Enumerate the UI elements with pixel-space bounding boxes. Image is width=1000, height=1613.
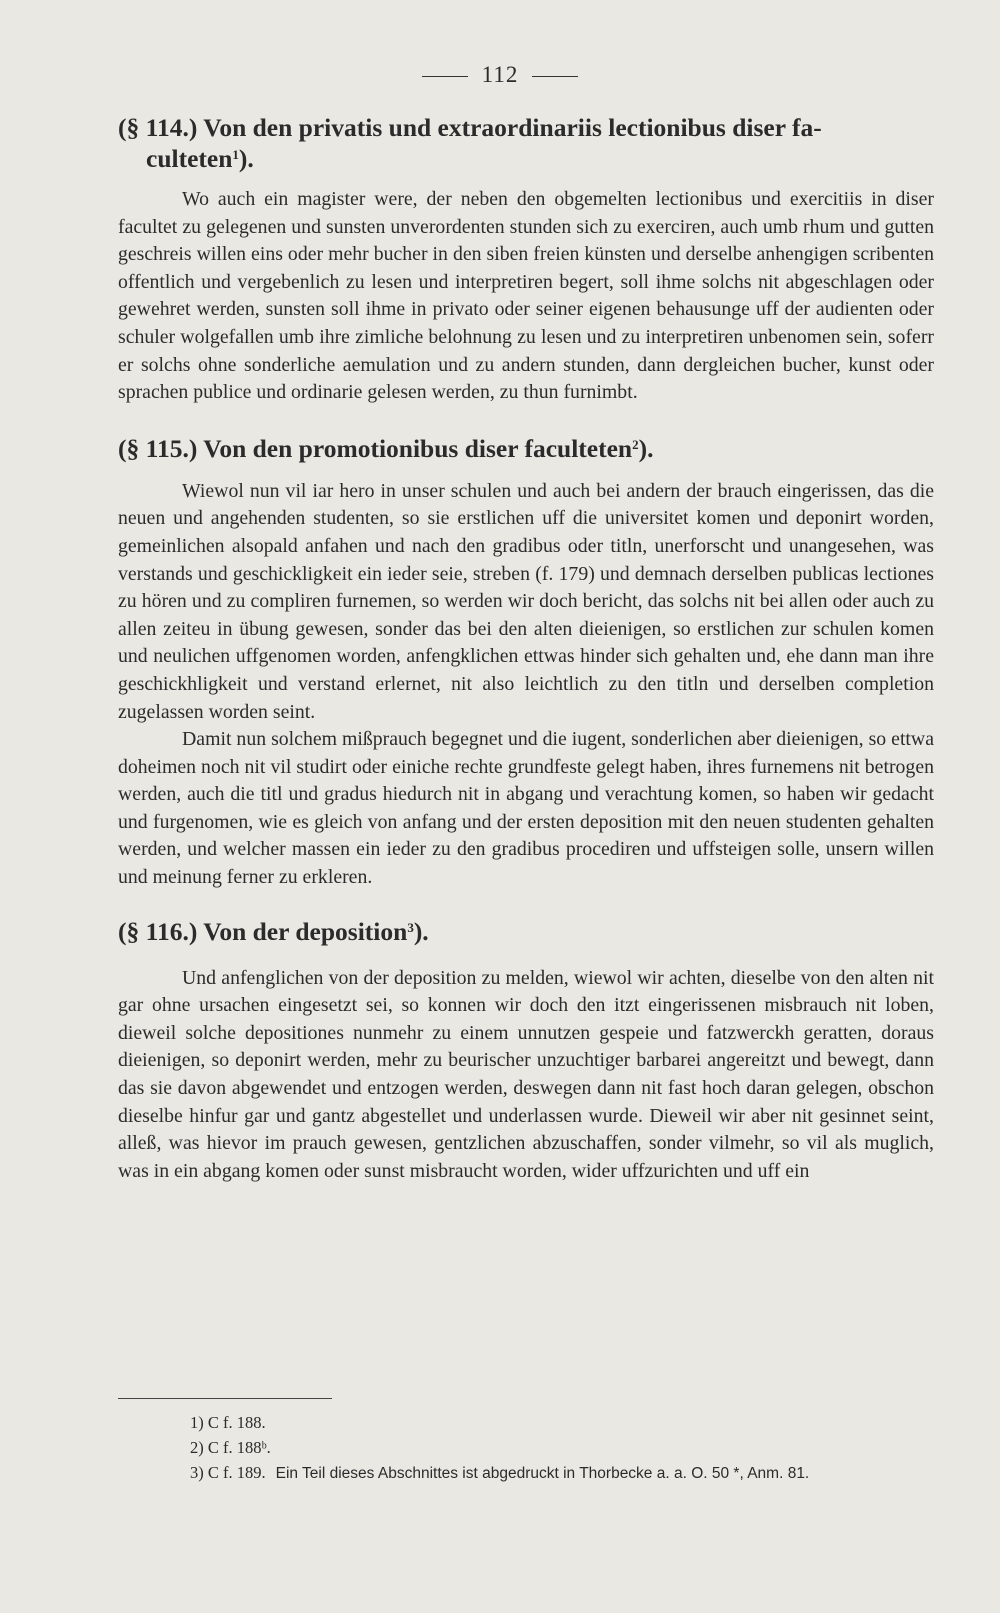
section-116-heading-text: (§ 116.) Von der deposition bbox=[118, 916, 408, 946]
page-body bbox=[118, 112, 934, 1185]
page-number-dash-right bbox=[532, 76, 578, 77]
footnote-2 bbox=[190, 1435, 950, 1460]
footnote-3 bbox=[190, 1460, 950, 1486]
section-114-heading bbox=[118, 112, 934, 174]
section-115-heading-text: (§ 115.) Von den promotionibus diser faculteten bbox=[118, 433, 633, 463]
page-number bbox=[0, 62, 1000, 88]
footnote-divider bbox=[118, 1398, 332, 1399]
footnote-ref-1: 1 bbox=[232, 147, 239, 162]
page-number-dash-left bbox=[422, 76, 468, 77]
section-115-heading bbox=[118, 433, 934, 464]
footnotes bbox=[190, 1410, 950, 1486]
footnote-3-note: Ein Teil dieses Abschnittes ist abgedruckt in Thorbecke a. a. O. 50 *, Anm. 81. bbox=[275, 1465, 810, 1482]
footnote-1 bbox=[190, 1410, 950, 1435]
footnote-1-ref: 1) C f. 188. bbox=[190, 1413, 266, 1432]
section-115-paragraph-2: Damit nun solchem mißprauch begegnet und die iugent, sonderlichen aber dieienigen, so ettwa doheimen noch nit vil studirt oder einiche rechte grundfeste gelegt haben, ihres furnemens nit betrogen werden, auch die titl und gradus hiedurch nit in abgang und verachtung komen, so haben wir gedacht und furgenomen, wie es gleich von anfang und der ersten deposition mit den neuen studenten gehalten werden, und welcher massen ein ieder zu den gradibus procediren und uffsteigen solle, unsern willen und meinung ferner zu erkleren. bbox=[118, 728, 934, 889]
footnote-2-ref: 2) C f. 188ᵇ. bbox=[190, 1438, 271, 1457]
section-114-paragraph: Wo auch ein magister were, der neben den obgemelten lectionibus und exercitiis in diser facultet zu gelegenen und sunsten unverordenten stunden sich zu exerciren, auch umb rhum und gutten geschreis willen eins oder mehr bucher in den siben freien künsten und derselbe anhengigen scribenten offentlich und vergebenlich zu lesen und interpretiren begert, soll ihme solchs nit abgeschlagen oder gewehret werden, sunsten soll ihme in privato oder seiner eigenen behausunge uff der audienten oder schuler wolgefallen umb ihre zimliche belohnung zu lesen und zu interpretiren unbenomen sein, soferr er solchs ohne sonderliche aemulation und zu andern stunden, dann dergleichen bucher, kunst oder sprachen publice und ordinarie gelesen werden, zu thun furnimbt. bbox=[118, 188, 934, 404]
section-114-heading-line2 bbox=[118, 143, 934, 174]
section-115-paragraph-1: Wiewol nun vil iar hero in unser schulen und auch bei andern der brauch eingerissen, das die neuen und angehenden studenten, so sie erstlichen uff die universitet komen und deponirt worden, gemeinlichen alsopald anfahen und nach den gradibus oder titln, unerforscht und unangesehen, was verstands und geschickligkeit ein ieder seie, streben (f. 179) und demnach derselben publicas lectiones zu hören und zu compliren furnemen, so werden wir doch bericht, das solchs nit bei allen oder auch zu allen zeiteu in übung gewesen, sonder das bei den alten dieienigen, so erstlichen zur schulen komen und neulichen uffgenomen worden, anfengklichen ettwas hinder sich gehalten und, ehe dann man ihre geschickhligkeit und verstand erlernet, nit also leichtlich zu den titln und derselben completion zugelassen worden seint. bbox=[118, 479, 934, 723]
section-114-heading-word: culteten bbox=[146, 144, 233, 173]
section-114-heading-end: ). bbox=[238, 144, 254, 173]
section-116-heading-end: ). bbox=[413, 916, 429, 946]
section-115-heading-end: ). bbox=[638, 433, 654, 463]
footnote-3-ref: 3) C f. 189. bbox=[190, 1463, 266, 1482]
section-116-heading bbox=[118, 916, 934, 947]
section-114-heading-line1: (§ 114.) Von den privatis und extraordinariis lectionibus diser fa- bbox=[118, 113, 822, 142]
footnote-ref-2: 2 bbox=[632, 436, 639, 452]
footnote-ref-3: 3 bbox=[407, 919, 414, 935]
page-number-text: 112 bbox=[481, 62, 519, 87]
section-116-paragraph: Und anfenglichen von der deposition zu melden, wiewol wir achten, dieselbe von den alten nit gar ohne ursachen eingesetzt sei, so konnen wir doch den itzt eingerissenen misbrauch nit loben, dieweil solche depositiones nunmehr zu einem unnutzen gespeie und fatzwerckh geratten, doraus dieienigen, so deponirt werden, mehr zu beurischer unzuchtiger barbarei angereitzt und bewegt, dann das sie davon abgewendet und entzogen werden, deswegen dann nit fast hoch daran gelegen, obschon dieselbe hinfur gar und gantz abgestellet und underlassen wurde. Dieweil wir aber nit gesinnet seint, alleß, was hievor im prauch gewesen, gentzlichen abzuschaffen, sonder vilmehr, so vil als muglich, was in ein abgang komen oder sunst misbraucht worden, wider uffzurichten und uff ein bbox=[118, 966, 934, 1182]
